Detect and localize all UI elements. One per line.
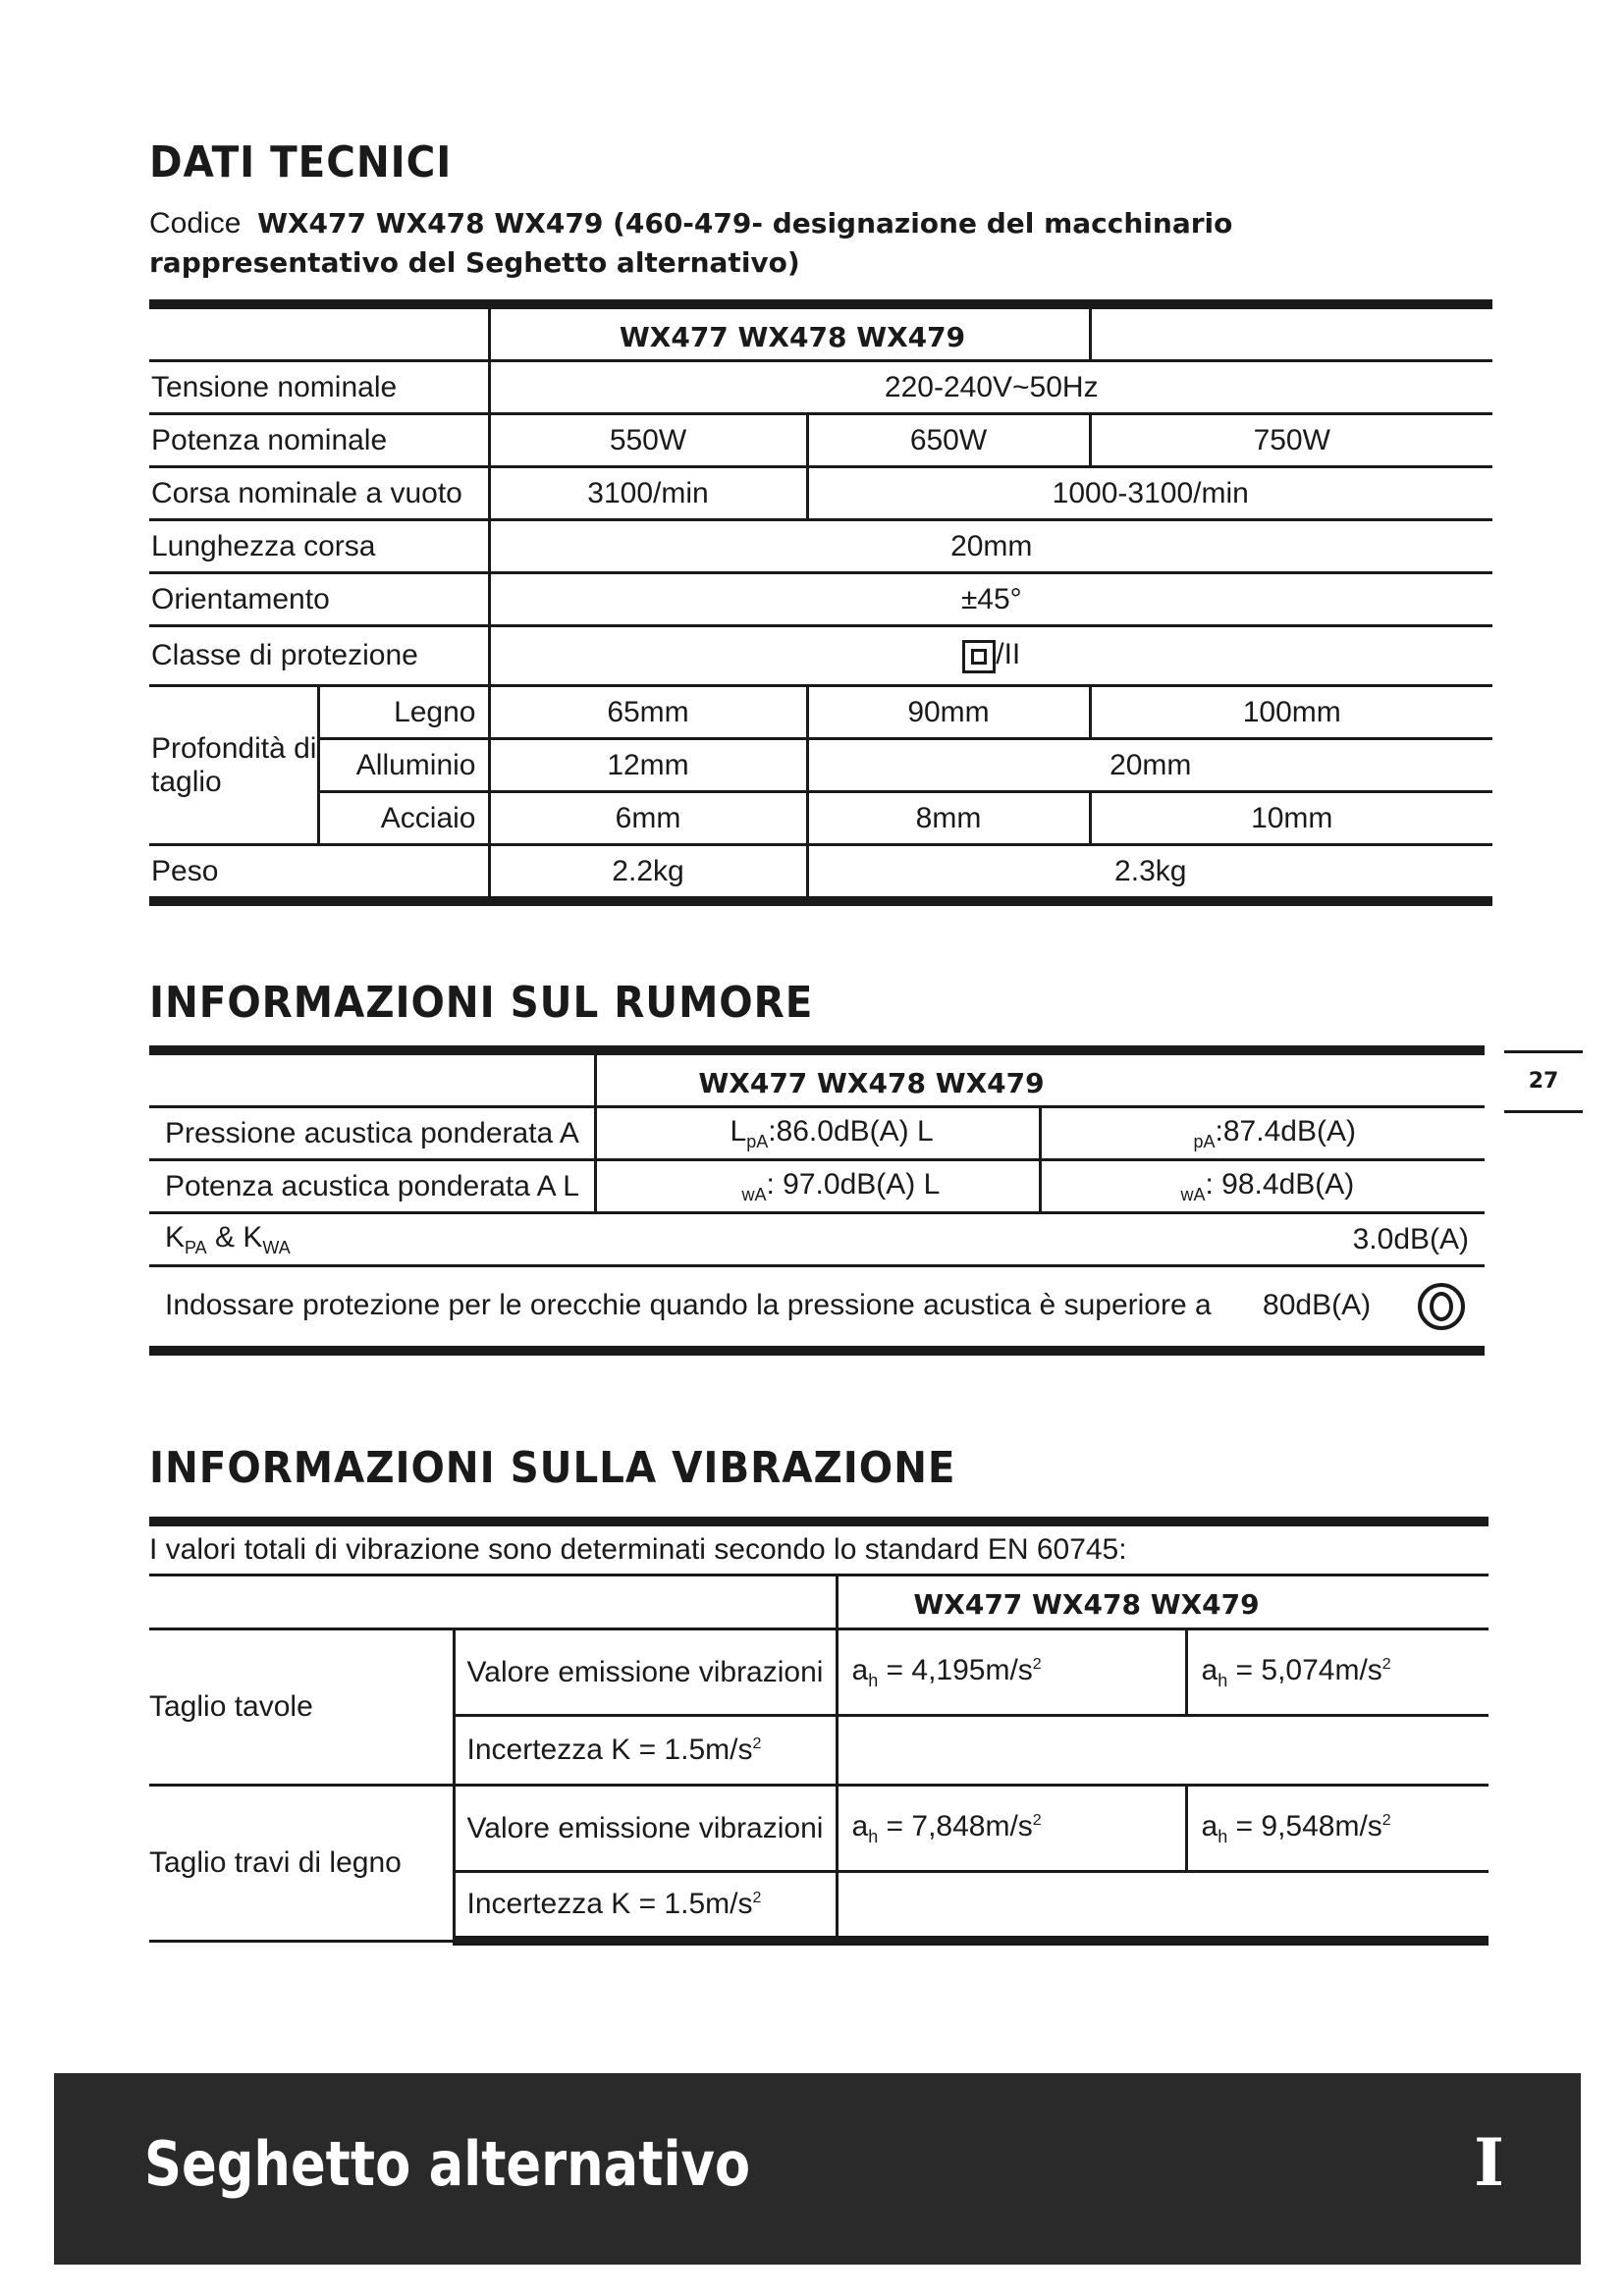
- label-potenza: Potenza nominale: [149, 414, 489, 467]
- value-classe-text: /II: [996, 638, 1021, 671]
- label-lunghezza: Lunghezza corsa: [149, 520, 489, 573]
- value-potenza-2: 650W: [807, 414, 1090, 467]
- label-tensione: Tensione nominale: [149, 361, 489, 414]
- value-acciaio-2: 8mm: [807, 792, 1090, 845]
- label-k: $K_{PA}$ & $K_{WA}$: [149, 1213, 595, 1266]
- value-peso-1: 2.2kg: [489, 845, 807, 902]
- noise-table: [149, 1045, 1485, 1356]
- code-line: [149, 204, 1288, 283]
- label-alluminio: Alluminio: [318, 739, 489, 792]
- label-classe: Classe di protezione: [149, 626, 489, 686]
- code-label: Codice: [149, 207, 242, 240]
- value-classe: [489, 626, 1492, 686]
- label-pressione: Pressione acustica ponderata A: [149, 1107, 595, 1160]
- label-tavole-emission: Valore emissione vibrazioni: [454, 1629, 837, 1716]
- value-acciaio-1: 6mm: [489, 792, 807, 845]
- tech-header: WX477 WX478 WX479: [619, 321, 966, 353]
- value-potenza-acustica-1-text: : 97.0dB(A) L: [766, 1167, 941, 1201]
- code-value: WX477 WX478 WX479 (460-479- designazione del macchinario rappresentativo del Seghetto alternativo): [149, 207, 1233, 279]
- value-alluminio-2: 20mm: [807, 739, 1492, 792]
- value-orientamento: ±45°: [489, 573, 1492, 626]
- footer-title: Seghetto alternativo: [144, 2128, 751, 2200]
- label-tavole: Taglio tavole: [149, 1629, 454, 1786]
- ear-protection-icon: [1418, 1283, 1465, 1330]
- label-tavole-uncertainty: Incertezza $K = 1.5m/s^2$: [454, 1716, 837, 1786]
- label-travi: Taglio travi di legno: [149, 1786, 454, 1942]
- tech-table: [149, 299, 1492, 906]
- value-potenza-acustica-2-text: : 98.4dB(A): [1205, 1167, 1355, 1201]
- value-legno-2: 90mm: [807, 686, 1090, 739]
- value-pressione-2-text: :87.4dB(A): [1215, 1114, 1356, 1148]
- value-travi-2: $a_h = 9,548m/s^2$: [1186, 1786, 1489, 1872]
- label-tavole-uncertainty-text: Incertezza K = 1.5m/s: [466, 1734, 753, 1766]
- value-corsa-1: 3100/min: [489, 467, 807, 520]
- value-legno-3: 100mm: [1090, 686, 1492, 739]
- label-orientamento: Orientamento: [149, 573, 489, 626]
- page-number: 27: [1504, 1050, 1583, 1113]
- value-acciaio-3: 10mm: [1090, 792, 1492, 845]
- noise-warning-value: 80dB(A): [1263, 1288, 1372, 1321]
- label-acciaio: Acciaio: [318, 792, 489, 845]
- noise-warning: [149, 1266, 1485, 1352]
- section-title-vibration: INFORMAZIONI SULLA VIBRAZIONE: [149, 1443, 956, 1493]
- value-potenza-3: 750W: [1090, 414, 1492, 467]
- value-lunghezza: 20mm: [489, 520, 1492, 573]
- label-travi-uncertainty-text: Incertezza K = 1.5m/s: [466, 1888, 753, 1920]
- footer-bar: [54, 2073, 1581, 2265]
- value-pressione-1-text: :86.0dB(A) L: [768, 1114, 934, 1148]
- label-peso: Peso: [149, 845, 489, 902]
- value-corsa-2: 1000-3100/min: [807, 467, 1492, 520]
- label-legno: Legno: [318, 686, 489, 739]
- value-legno-1: 65mm: [489, 686, 807, 739]
- value-tavole-2: $a_h = 5,074m/s^2$: [1186, 1629, 1489, 1716]
- noise-warning-text: Indossare protezione per le orecchie quando la pressione acustica è superiore a: [165, 1288, 1212, 1321]
- value-pressione-1: $L_{pA}:86.0dB(A)$ L: [595, 1107, 1040, 1160]
- value-tavole-1: $a_h = 4,195m/s^2$: [837, 1629, 1186, 1716]
- value-potenza-acustica-2: $_{wA}$: 98.4dB(A): [1040, 1160, 1485, 1213]
- value-pressione-2: $_{pA}$:87.4dB(A): [1040, 1107, 1485, 1160]
- value-travi-2-text: = 9,548m/s: [1227, 1809, 1382, 1842]
- label-travi-emission: Valore emissione vibrazioni: [454, 1786, 837, 1872]
- vibration-table: [149, 1517, 1489, 1946]
- value-k: 3.0dB(A): [595, 1213, 1485, 1266]
- section-title-tech: DATI TECNICI: [149, 137, 453, 187]
- value-potenza-acustica-1: $_{wA}$: 97.0dB(A) L: [595, 1160, 1040, 1213]
- label-corsa: Corsa nominale a vuoto: [149, 467, 489, 520]
- value-travi-1: $a_h = 7,848m/s^2$: [837, 1786, 1186, 1872]
- vibration-header: WX477 WX478 WX479: [913, 1588, 1260, 1621]
- value-tavole-1-text: = 4,195m/s: [878, 1653, 1033, 1686]
- value-peso-2: 2.3kg: [807, 845, 1492, 902]
- language-letter: I: [1474, 2124, 1504, 2201]
- section-title-noise: INFORMAZIONI SUL RUMORE: [149, 978, 814, 1028]
- value-travi-1-text: = 7,848m/s: [878, 1809, 1033, 1842]
- double-insulation-icon: [962, 640, 996, 673]
- noise-header: WX477 WX478 WX479: [698, 1067, 1045, 1099]
- value-tensione: 220-240V~50Hz: [489, 361, 1492, 414]
- label-profondita: Profondità di taglio: [149, 686, 318, 845]
- value-tavole-2-text: = 5,074m/s: [1227, 1653, 1382, 1686]
- value-alluminio-1: 12mm: [489, 739, 807, 792]
- label-potenza-acustica: Potenza acustica ponderata A L: [149, 1160, 595, 1213]
- vibration-intro: I valori totali di vibrazione sono determinati secondo lo standard EN 60745:: [149, 1522, 1489, 1575]
- value-potenza-1: 550W: [489, 414, 807, 467]
- label-travi-uncertainty: Incertezza $K = 1.5m/s^2$: [454, 1872, 837, 1942]
